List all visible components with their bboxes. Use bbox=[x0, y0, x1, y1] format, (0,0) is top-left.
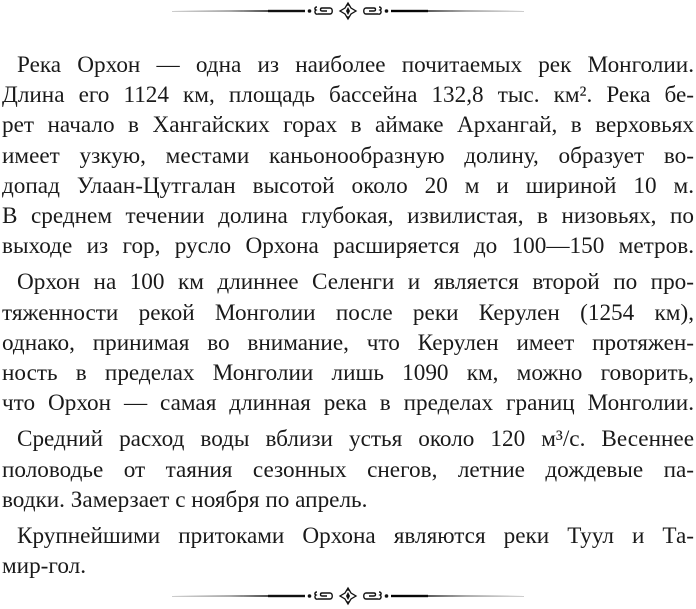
text-line: ность в пределах Монголии лишь 1090 км, можно говорить, bbox=[2, 360, 694, 387]
text-line: половодье от таяния сезонных снегов, летние дождевые па- bbox=[2, 456, 694, 483]
text-line: тяженности рекой Монголии после реки Керулен (1254 км), bbox=[2, 299, 694, 326]
text-line: рет начало в Хангайских горах в аймаке Архангай, в верховьях bbox=[2, 112, 694, 139]
text-line: допад Улаан-Цутгалан высотой около 20 м и шириной 10 м. bbox=[2, 172, 694, 199]
text-line: Длина его 1124 км, площадь бассейна 132,8 тыс. км². Река бе- bbox=[2, 82, 694, 109]
paragraph-3 bbox=[2, 424, 694, 515]
paragraph-1 bbox=[2, 50, 694, 261]
text-line: Крупнейшими притоками Орхона являются реки Туул и Та- bbox=[17, 523, 694, 550]
text-line: имеет узкую, местами каньонообразную долину, образует во- bbox=[2, 142, 694, 169]
text-line: однако, принимая во внимание, что Керулен имеет протяжен- bbox=[2, 329, 694, 356]
text-line: Река Орхон — одна из наиболее почитаемых рек Монголии. bbox=[17, 52, 694, 78]
text-line: что Орхон — самая длинная река в пределах границ Монголии. bbox=[2, 390, 694, 417]
text-line: Орхон на 100 км длиннее Селенги и является второй по про- bbox=[17, 269, 694, 296]
scroll-flourish-divider-icon bbox=[170, 586, 526, 606]
text-line: водки. Замерзает с ноября по апрель. bbox=[2, 486, 368, 513]
bottom-ornamental-divider bbox=[170, 586, 526, 606]
paragraph-4 bbox=[2, 521, 694, 581]
text-line: выходе из гор, русло Орхона расширяется до 100—150 метров. bbox=[2, 233, 694, 260]
scroll-flourish-divider-icon bbox=[170, 1, 526, 21]
article-body bbox=[2, 50, 694, 587]
text-line: Средний расход воды вблизи устья около 120 м³/с. Весеннее bbox=[17, 426, 694, 453]
paragraph-2 bbox=[2, 267, 694, 418]
text-line: В среднем течении долина глубокая, извилистая, в низовьях, по bbox=[2, 203, 694, 230]
text-line: мир-гол. bbox=[2, 553, 86, 580]
top-ornamental-divider bbox=[170, 1, 526, 21]
